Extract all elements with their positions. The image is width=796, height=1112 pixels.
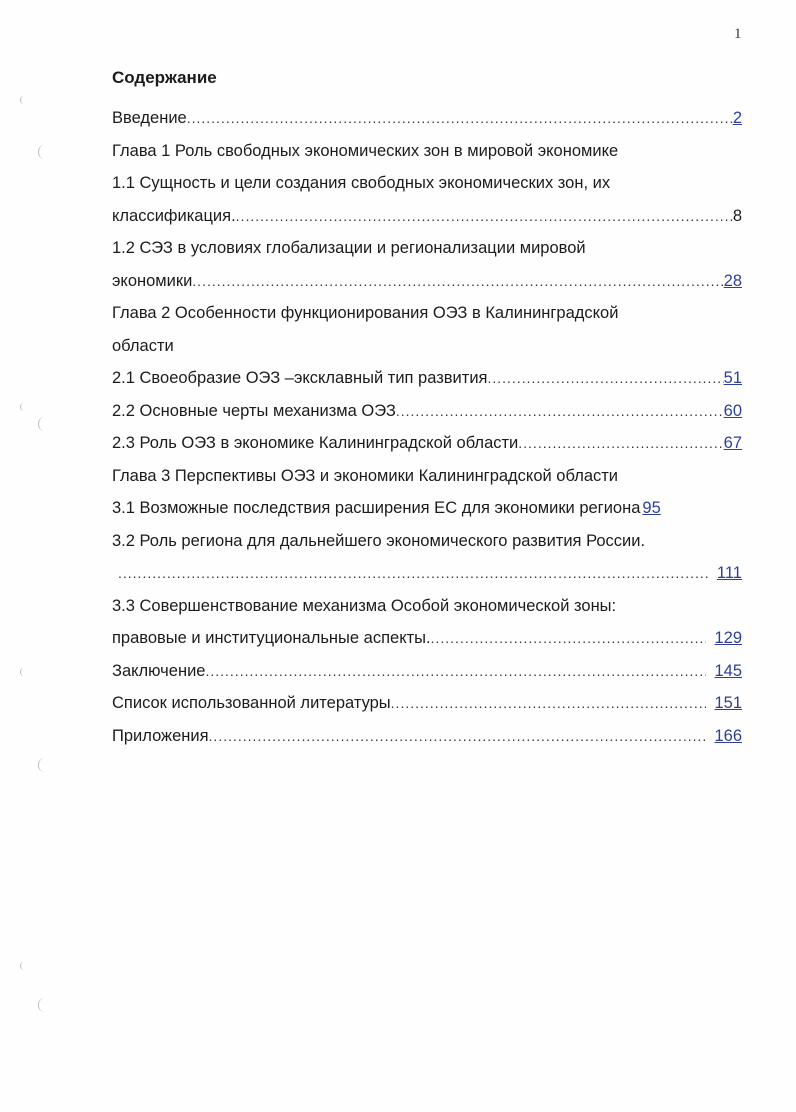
toc-entry-text: Введение xyxy=(112,109,187,127)
punch-hole-mark xyxy=(38,417,51,431)
toc-page-link[interactable]: 2 xyxy=(732,109,742,127)
toc-page-link[interactable]: 60 xyxy=(723,401,742,420)
toc-entry[interactable] xyxy=(112,265,742,298)
dot-leader xyxy=(431,622,707,655)
toc-page-link[interactable]: 111 xyxy=(716,564,742,582)
toc-entry-text: правовые и институциональные аспекты. xyxy=(112,629,431,647)
dot-leader xyxy=(518,427,723,460)
toc-entry-text: Список использованной литературы xyxy=(112,694,391,712)
toc-entry-text: классификация. xyxy=(112,206,236,225)
toc-entry-text: 3.3 Совершенствование механизма Особой экономической зоны: xyxy=(112,596,617,615)
toc-entry-text: 3.1 Возможные последствия расширения ЕС для экономики региона xyxy=(112,499,641,517)
toc-entry[interactable] xyxy=(112,362,742,395)
dot-leader xyxy=(236,200,733,233)
toc-entry-text: 2.2 Основные черты механизма ОЭЗ xyxy=(112,401,396,420)
toc-page-link[interactable]: 67 xyxy=(723,434,742,452)
toc-heading: области xyxy=(112,336,174,355)
toc-entry[interactable] xyxy=(112,622,742,655)
toc-title: Содержание xyxy=(112,68,217,87)
toc-entry-text: 3.2 Роль региона для дальнейшего экономического развития России. xyxy=(112,531,646,550)
punch-hole-mark xyxy=(38,145,51,159)
table-of-contents xyxy=(112,102,742,752)
toc-entry xyxy=(112,200,742,233)
page-number: 1 xyxy=(734,26,742,42)
toc-entry[interactable] xyxy=(112,557,742,590)
toc-entry[interactable] xyxy=(112,720,742,753)
dot-leader xyxy=(192,265,723,298)
punch-hole-mark xyxy=(20,403,27,411)
dot-leader xyxy=(209,720,707,753)
punch-hole-mark xyxy=(38,758,51,772)
toc-page-link[interactable]: 151 xyxy=(714,694,742,712)
toc-entry-text: 1.2 СЭЗ в условиях глобализации и регионализации мировой xyxy=(112,239,586,257)
toc-entry-text: 2.3 Роль ОЭЗ в экономике Калининградской области xyxy=(112,434,519,452)
toc-heading: Глава 3 Перспективы ОЭЗ и экономики Калининградской области xyxy=(112,466,619,485)
toc-entry[interactable] xyxy=(112,492,742,525)
toc-page-link[interactable]: 51 xyxy=(723,369,742,387)
toc-page-number: 8 xyxy=(732,206,742,225)
punch-hole-mark xyxy=(20,96,27,104)
dot-leader xyxy=(396,395,724,428)
punch-hole-mark xyxy=(20,668,27,676)
toc-heading: Глава 1 Роль свободных экономических зон в мировой экономике xyxy=(112,141,619,160)
toc-page-link[interactable]: 129 xyxy=(714,629,742,647)
dot-leader xyxy=(487,362,723,395)
toc-entry[interactable] xyxy=(112,687,742,720)
dot-leader xyxy=(205,655,706,688)
toc-entry-text: Заключение xyxy=(112,661,206,680)
toc-page-link[interactable]: 28 xyxy=(723,271,742,290)
dot-leader xyxy=(391,687,707,720)
toc-entry-text: экономики xyxy=(112,271,193,290)
toc-entry-text: 2.1 Своеобразие ОЭЗ –эксклавный тип развития xyxy=(112,369,488,387)
dot-leader xyxy=(187,102,733,135)
toc-page-link[interactable]: 95 xyxy=(642,499,661,517)
toc-entry[interactable] xyxy=(112,102,742,135)
toc-entry[interactable] xyxy=(112,655,742,688)
dot-leader xyxy=(118,557,709,590)
punch-hole-mark xyxy=(20,962,27,970)
toc-page-link[interactable]: 166 xyxy=(714,726,742,745)
toc-page-link[interactable]: 145 xyxy=(714,661,742,680)
punch-hole-mark xyxy=(38,998,51,1012)
toc-entry[interactable] xyxy=(112,395,742,428)
toc-heading: Глава 2 Особенности функционирования ОЭЗ в Калининградской xyxy=(112,304,619,322)
toc-entry[interactable] xyxy=(112,427,742,460)
toc-entry-text: 1.1 Сущность и цели создания свободных экономических зон, их xyxy=(112,174,611,192)
toc-entry-text: Приложения xyxy=(112,726,209,745)
